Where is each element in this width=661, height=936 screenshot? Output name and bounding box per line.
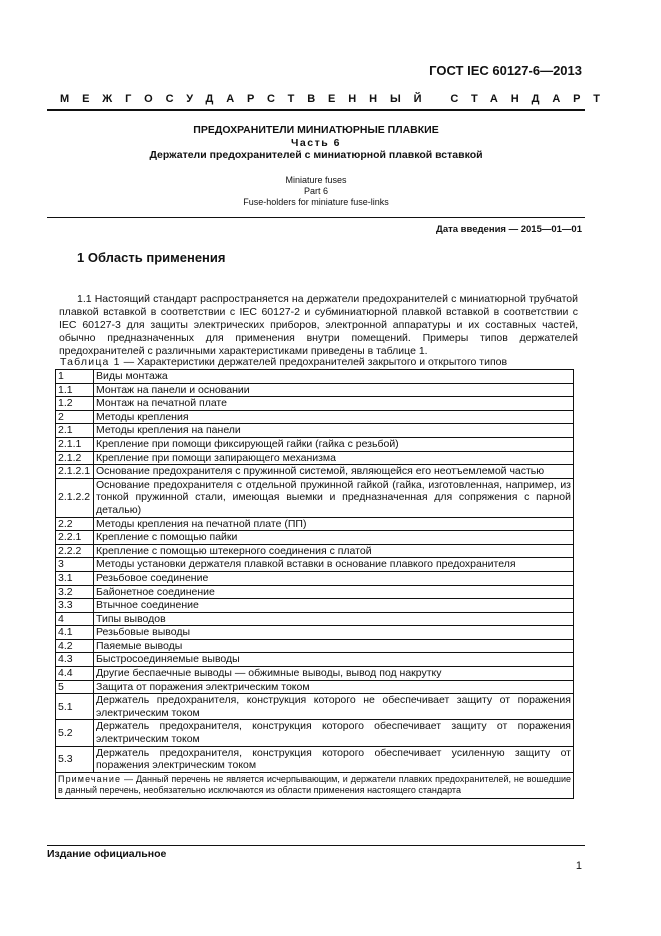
table-caption (60, 356, 507, 368)
row-description: Основание предохранителя с отдельной пружинной гайкой (гайка, изготовленная, например, из тонкой пружинной стали, имеющая выемки и предназначенная для сопряжения с парной деталью) (94, 478, 574, 517)
row-number: 4.3 (56, 653, 94, 667)
table-row (56, 720, 574, 746)
row-description: Резьбовые выводы (94, 626, 574, 640)
row-number: 4.1 (56, 626, 94, 640)
table-note-label: Примечание (58, 773, 122, 784)
row-number: 2.1.2 (56, 451, 94, 465)
row-number: 3 (56, 558, 94, 572)
title-ru: ПРЕДОХРАНИТЕЛИ МИНИАТЮРНЫЕ ПЛАВКИЕ (193, 124, 439, 136)
table-row (56, 370, 574, 384)
row-description: Крепление с помощью пайки (94, 531, 574, 545)
row-description: Методы крепления на печатной плате (ПП) (94, 517, 574, 531)
title-en: Miniature fuses (285, 175, 347, 185)
table-row (56, 531, 574, 545)
row-number: 3.1 (56, 571, 94, 585)
row-number: 5.3 (56, 746, 94, 772)
table-row (56, 626, 574, 640)
row-description: Защита от поражения электрическим током (94, 680, 574, 694)
row-number: 2.1.2.2 (56, 478, 94, 517)
table-row (56, 746, 574, 772)
title-en-part: Part 6 (303, 186, 328, 196)
footer-divider (47, 845, 585, 846)
row-description: Крепление при помощи фиксирующей гайки (гайка с резьбой) (94, 437, 574, 451)
row-description: Другие беспаечные выводы — обжимные выводы, вывод под накрутку (94, 667, 574, 681)
row-number: 2.2.1 (56, 531, 94, 545)
table-note-row (56, 772, 574, 798)
row-description: Методы установки держателя плавкой вставки в основание плавкого предохранителя (94, 558, 574, 572)
table-row (56, 599, 574, 613)
table-row (56, 667, 574, 681)
introduction-date: Дата введения — 2015—01—01 (436, 224, 582, 235)
row-number: 4.2 (56, 639, 94, 653)
table-row (56, 465, 574, 479)
row-number: 2.2.2 (56, 544, 94, 558)
row-description: Виды монтажа (94, 370, 574, 384)
row-number: 3.3 (56, 599, 94, 613)
table-row (56, 571, 574, 585)
row-description: Основание предохранителя с пружинной системой, являющейся его неотъемлемой частью (94, 465, 574, 479)
page-number: 1 (575, 860, 582, 872)
row-number: 3.2 (56, 585, 94, 599)
table-row (56, 397, 574, 411)
row-number: 1.2 (56, 397, 94, 411)
table-row (56, 680, 574, 694)
row-description: Крепление при помощи запирающего механизма (94, 451, 574, 465)
table-row (56, 383, 574, 397)
row-description: Крепление с помощью штекерного соединения с платой (94, 544, 574, 558)
row-description: Держатель предохранителя, конструкция которого не обеспечивает защиту от поражения электрическим током (94, 694, 574, 720)
table-row (56, 653, 574, 667)
row-description: Резьбовое соединение (94, 571, 574, 585)
row-description: Втычное соединение (94, 599, 574, 613)
row-description: Байонетное соединение (94, 585, 574, 599)
standard-code: ГОСТ IEC 60127-6—2013 (429, 63, 582, 78)
row-number: 5.2 (56, 720, 94, 746)
row-description: Держатель предохранителя, конструкция которого обеспечивает защиту от поражения электрическим током (94, 720, 574, 746)
scope-paragraph: 1.1 Настоящий стандарт распространяется на держатели предохранителей с миниатюрной трубчатой плавкой вставкой в соответствии с IEC 60127-2 и субминиатюрной плавкой вставкой в соответствии с IEC 60127-3 для защиты электрических приборов, электронной аппаратуры и их составных частей, обычно предназначенных для применения внутри помещений. Примеры типов держателей предохранителей с различными характеристиками приведены в таблице 1. (59, 293, 578, 358)
table-row (56, 410, 574, 424)
table-row (56, 517, 574, 531)
row-number: 1 (56, 370, 94, 384)
row-description: Быстросоединяемые выводы (94, 653, 574, 667)
row-description: Монтаж на печатной плате (94, 397, 574, 411)
title-ru-subtitle: Держатели предохранителей с миниатюрной плавкой вставкой (149, 149, 483, 161)
table-row (56, 639, 574, 653)
row-number: 2 (56, 410, 94, 424)
table-row (56, 694, 574, 720)
table-row (56, 478, 574, 517)
header-divider (47, 109, 585, 111)
table-row (56, 558, 574, 572)
row-description: Методы крепления (94, 410, 574, 424)
table-note-text: — Данный перечень не является исчерпывающим, и держатели плавких предохранителей, не вошедшие в данный перечень, необязательно исключаются из области применения настоящего стандарта (58, 773, 571, 796)
row-description: Типы выводов (94, 612, 574, 626)
table-row (56, 437, 574, 451)
row-number: 2.1 (56, 424, 94, 438)
row-number: 2.1.2.1 (56, 465, 94, 479)
section-title: 1 Область применения (77, 250, 226, 265)
row-description: Монтаж на панели и основании (94, 383, 574, 397)
table-row (56, 451, 574, 465)
row-number: 5.1 (56, 694, 94, 720)
table-note (56, 772, 574, 798)
row-number: 5 (56, 680, 94, 694)
table-caption-prefix: Таблица 1 (60, 356, 121, 368)
official-edition-label: Издание официальное (47, 848, 167, 860)
table-row (56, 585, 574, 599)
title-en-subtitle: Fuse-holders for miniature fuse-links (243, 197, 389, 207)
characteristics-table (55, 369, 574, 799)
row-number: 4 (56, 612, 94, 626)
table-row (56, 612, 574, 626)
table-caption-text: — Характеристики держателей предохранителей закрытого и открытого типов (120, 356, 508, 368)
title-divider (47, 217, 585, 218)
row-number: 2.1.1 (56, 437, 94, 451)
row-number: 2.2 (56, 517, 94, 531)
interstate-standard-label: МЕЖГОСУДАРСТВЕННЫЙ СТАНДАРТ (60, 93, 613, 105)
row-number: 4.4 (56, 667, 94, 681)
row-description: Методы крепления на панели (94, 424, 574, 438)
title-ru-part: Часть 6 (291, 137, 341, 149)
table-row (56, 424, 574, 438)
row-description: Держатель предохранителя, конструкция которого обеспечивает усиленную защиту от поражения электрическим током (94, 746, 574, 772)
row-number: 1.1 (56, 383, 94, 397)
row-description: Паяемые выводы (94, 639, 574, 653)
table-row (56, 544, 574, 558)
